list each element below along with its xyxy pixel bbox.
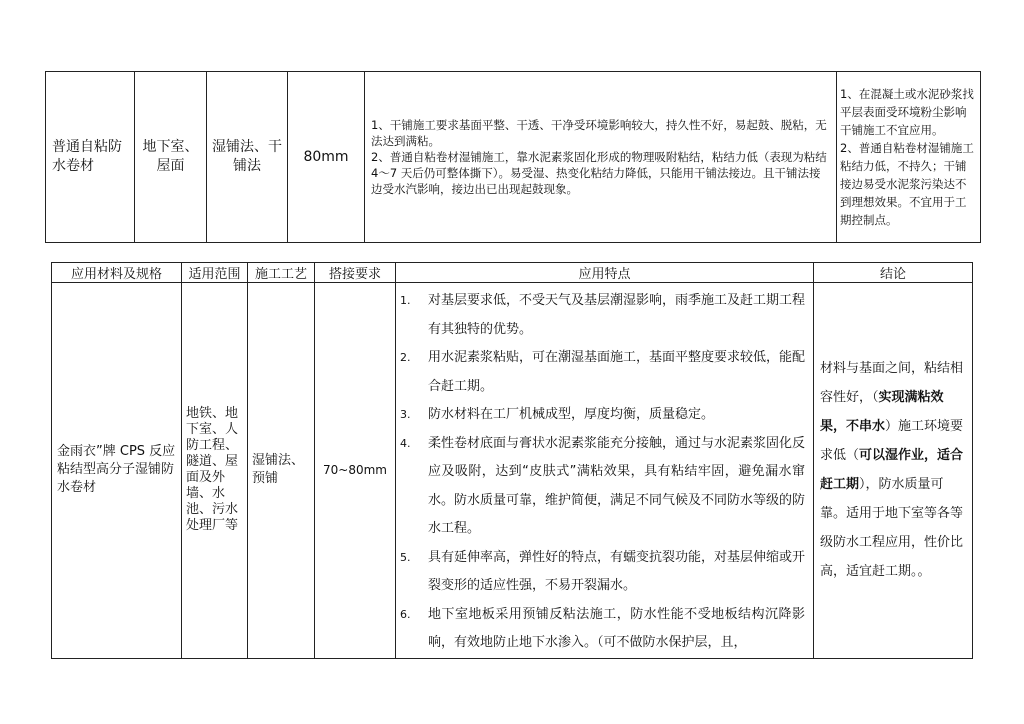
conclusion-emphasis: 实现满粘效果，不串水 — [820, 390, 944, 435]
item-number: 5. — [400, 550, 411, 564]
material-cell: 普通自粘防水卷材 — [46, 72, 135, 243]
table-header-row — [52, 263, 973, 283]
list-item — [400, 430, 805, 544]
item-text: 地下室地板采用预铺反粘法施工，防水性能不受地板结构沉降影响，有效地防止地下水渗入。（可不做防水保护层，且， — [428, 606, 805, 650]
process-cell: 湿铺法、预铺 — [248, 283, 315, 659]
features-cell — [396, 283, 814, 659]
conclusion-emphasis: 可以湿作业，适合赶工期 — [820, 448, 964, 493]
conclusion-cell: 1、在混凝土或水泥砂浆找平层表面受环境粉尘影响干铺施工不宜应用。 2、普通自粘卷材湿铺施工粘结力低，不持久；干铺接边易受水泥浆污染达不到理想效果。不宜用于工期控制点。 — [837, 72, 981, 243]
conclusion-text: 材料与基面之间，粘结相容性好，（ — [820, 361, 964, 406]
header-material: 应用材料及规格 — [52, 263, 182, 283]
list-item — [400, 544, 805, 601]
header-process: 施工工艺 — [248, 263, 315, 283]
material-cell: 金雨衣”牌 CPS 反应粘结型高分子湿铺防水卷材 — [52, 283, 182, 659]
header-overlap: 搭接要求 — [315, 263, 396, 283]
table-row — [46, 72, 981, 243]
item-text: 用水泥素浆粘贴，可在潮湿基面施工，基面平整度要求较低，能配合赶工期。 — [428, 350, 806, 394]
item-number: 2. — [400, 351, 411, 364]
conclusion-text: ）施工环境要求低（ — [820, 419, 964, 464]
item-number: 4. — [400, 436, 411, 450]
scope-cell: 地下室、 屋面 — [135, 72, 207, 243]
item-number: 6. — [400, 607, 411, 621]
item-text: 具有延伸率高，弹性好的特点，有蠕变抗裂功能，对基层伸缩或开裂变形的适应性强，不易开裂漏水。 — [428, 549, 806, 593]
list-item — [400, 601, 805, 658]
cps-membrane-table — [51, 262, 973, 659]
overlap-cell: 80mm — [288, 72, 365, 243]
features-list — [400, 287, 805, 658]
header-scope: 适用范围 — [182, 263, 248, 283]
item-text: 防水材料在工厂机械成型，厚度均衡，质量稳定。 — [428, 407, 715, 422]
overlap-cell: 70~80mm — [315, 283, 396, 659]
header-features: 应用特点 — [396, 263, 814, 283]
top-comparison-table — [45, 71, 981, 243]
item-text: 柔性卷材底面与膏状水泥素浆能充分接触，通过与水泥素浆固化反应及吸附，达到“皮肤式”满粘效果，具有粘结牢固，避免漏水窜水。防水质量可靠，维护简便，满足不同气候及不同防水等级的防水工程。 — [428, 435, 806, 536]
list-item — [400, 401, 805, 430]
item-number: 3. — [400, 408, 411, 421]
header-conclusion: 结论 — [814, 263, 973, 283]
process-cell: 湿铺法、干 铺法 — [207, 72, 288, 243]
conclusion-text: ），防水质量可靠。适用于地下室等各等级防水工程应用，性价比高，适宜赶工期。。 — [820, 477, 964, 580]
item-number: 1. — [400, 294, 411, 307]
scope-cell: 地铁、地下室、人防工程、隧道、屋面及外墙、水池、污水处理厂等 — [182, 283, 248, 659]
item-text: 对基层要求低，不受天气及基层潮湿影响，雨季施工及赶工期工程有其独特的优势。 — [428, 293, 806, 337]
list-item — [400, 287, 805, 344]
table-row — [52, 283, 973, 659]
list-item — [400, 344, 805, 401]
features-cell: 1、干铺施工要求基面平整、干透、干净受环境影响较大，持久性不好，易起鼓、脱粘，无法达到满粘。 2、普通自粘卷材湿铺施工，靠水泥素浆固化形成的物理吸附粘结，粘结力低（表现为粘结 4～7 天后仍可整体撕下）。易受湿、热变化粘结力降低，只能用干铺法接边。且干铺法接边受水汽影响，接边出已出现起鼓现象。 — [365, 72, 837, 243]
conclusion-cell — [814, 283, 973, 659]
